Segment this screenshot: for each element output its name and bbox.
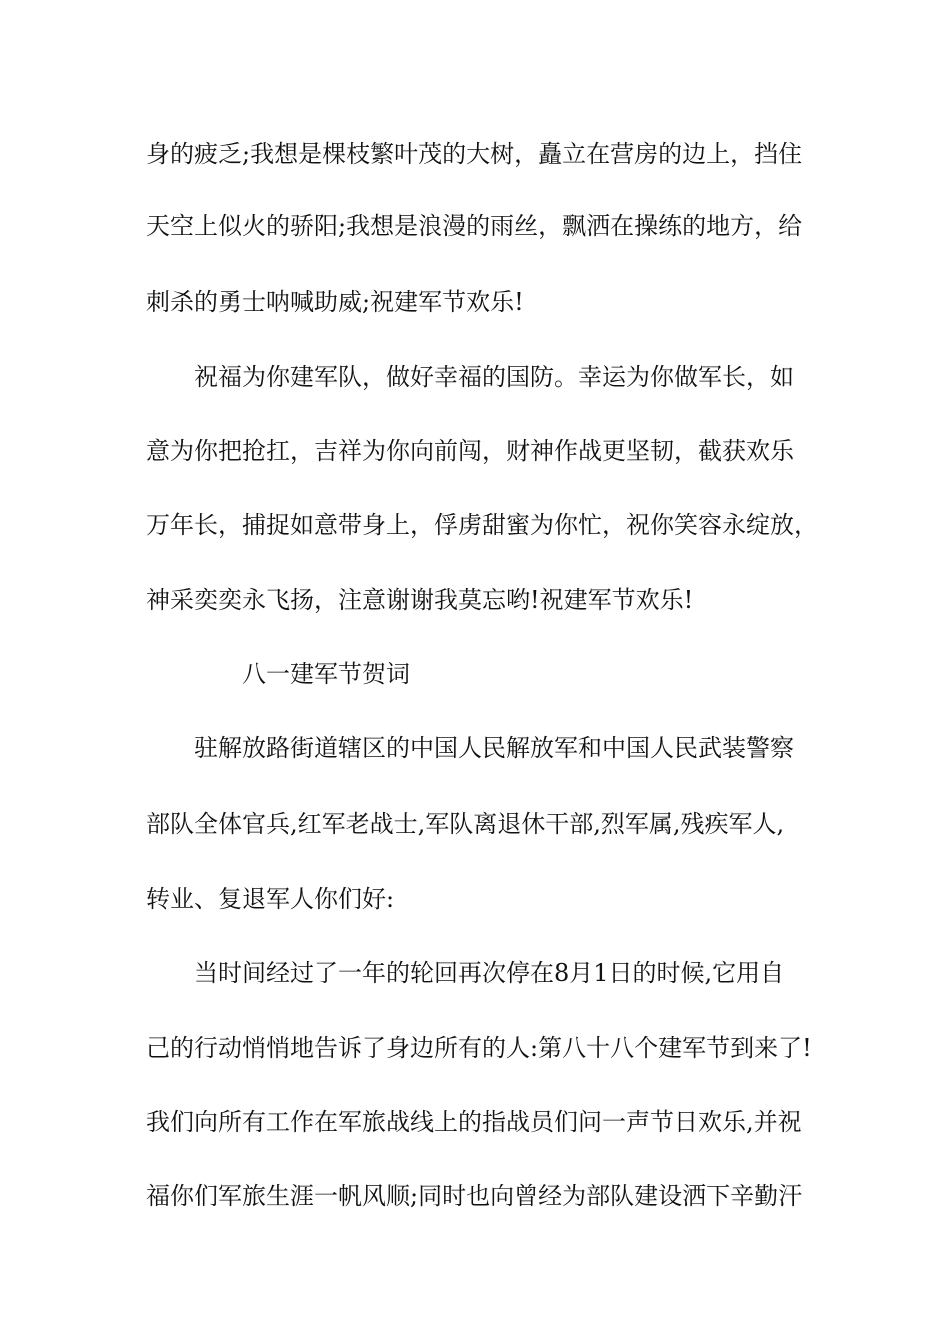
text-line: 刺杀的勇士呐喊助威;祝建军节欢乐! (146, 288, 524, 316)
paragraph-first-line: 祝福为你建军队，做好幸福的国防。幸运为你做军长，如 (194, 363, 794, 391)
text-line: 部队全体官兵,红军老战士,军队离退休干部,烈军属,残疾军人, (146, 810, 785, 838)
text-line: 天空上似火的骄阳;我想是浪漫的雨丝，飘洒在操练的地方，给 (146, 212, 803, 240)
text-line: 身的疲乏;我想是棵枝繁叶茂的大树，矗立在营房的边上，挡住 (146, 140, 803, 168)
paragraph-first-line: 当时间经过了一年的轮回再次停在8月1日的时候,它用自 (194, 959, 785, 987)
text-line: 万年长，捕捉如意带身上，俘虏甜蜜为你忙，祝你笑容永绽放， (146, 511, 818, 539)
text-line: 福你们军旅生涯一帆风顺;同时也向曾经为部队建设洒下辛勤汗 (146, 1182, 803, 1210)
paragraph-first-line: 驻解放路街道辖区的中国人民解放军和中国人民武装警察 (194, 734, 794, 762)
text-line: 神采奕奕永飞扬，注意谢谢我莫忘哟!祝建军节欢乐! (146, 586, 694, 614)
text-line: 我们向所有工作在军旅战线上的指战员们问一声节日欢乐,并祝 (146, 1108, 802, 1136)
text-line: 意为你把抢扛，吉祥为你向前闯，财神作战更坚韧，截获欢乐 (146, 437, 794, 465)
text-line: 转业、复退军人你们好: (146, 885, 395, 913)
section-heading: 八一建军节贺词 (242, 660, 410, 688)
text-line: 己的行动悄悄地告诉了身边所有的人:第八十八个建军节到来了! (146, 1034, 812, 1062)
